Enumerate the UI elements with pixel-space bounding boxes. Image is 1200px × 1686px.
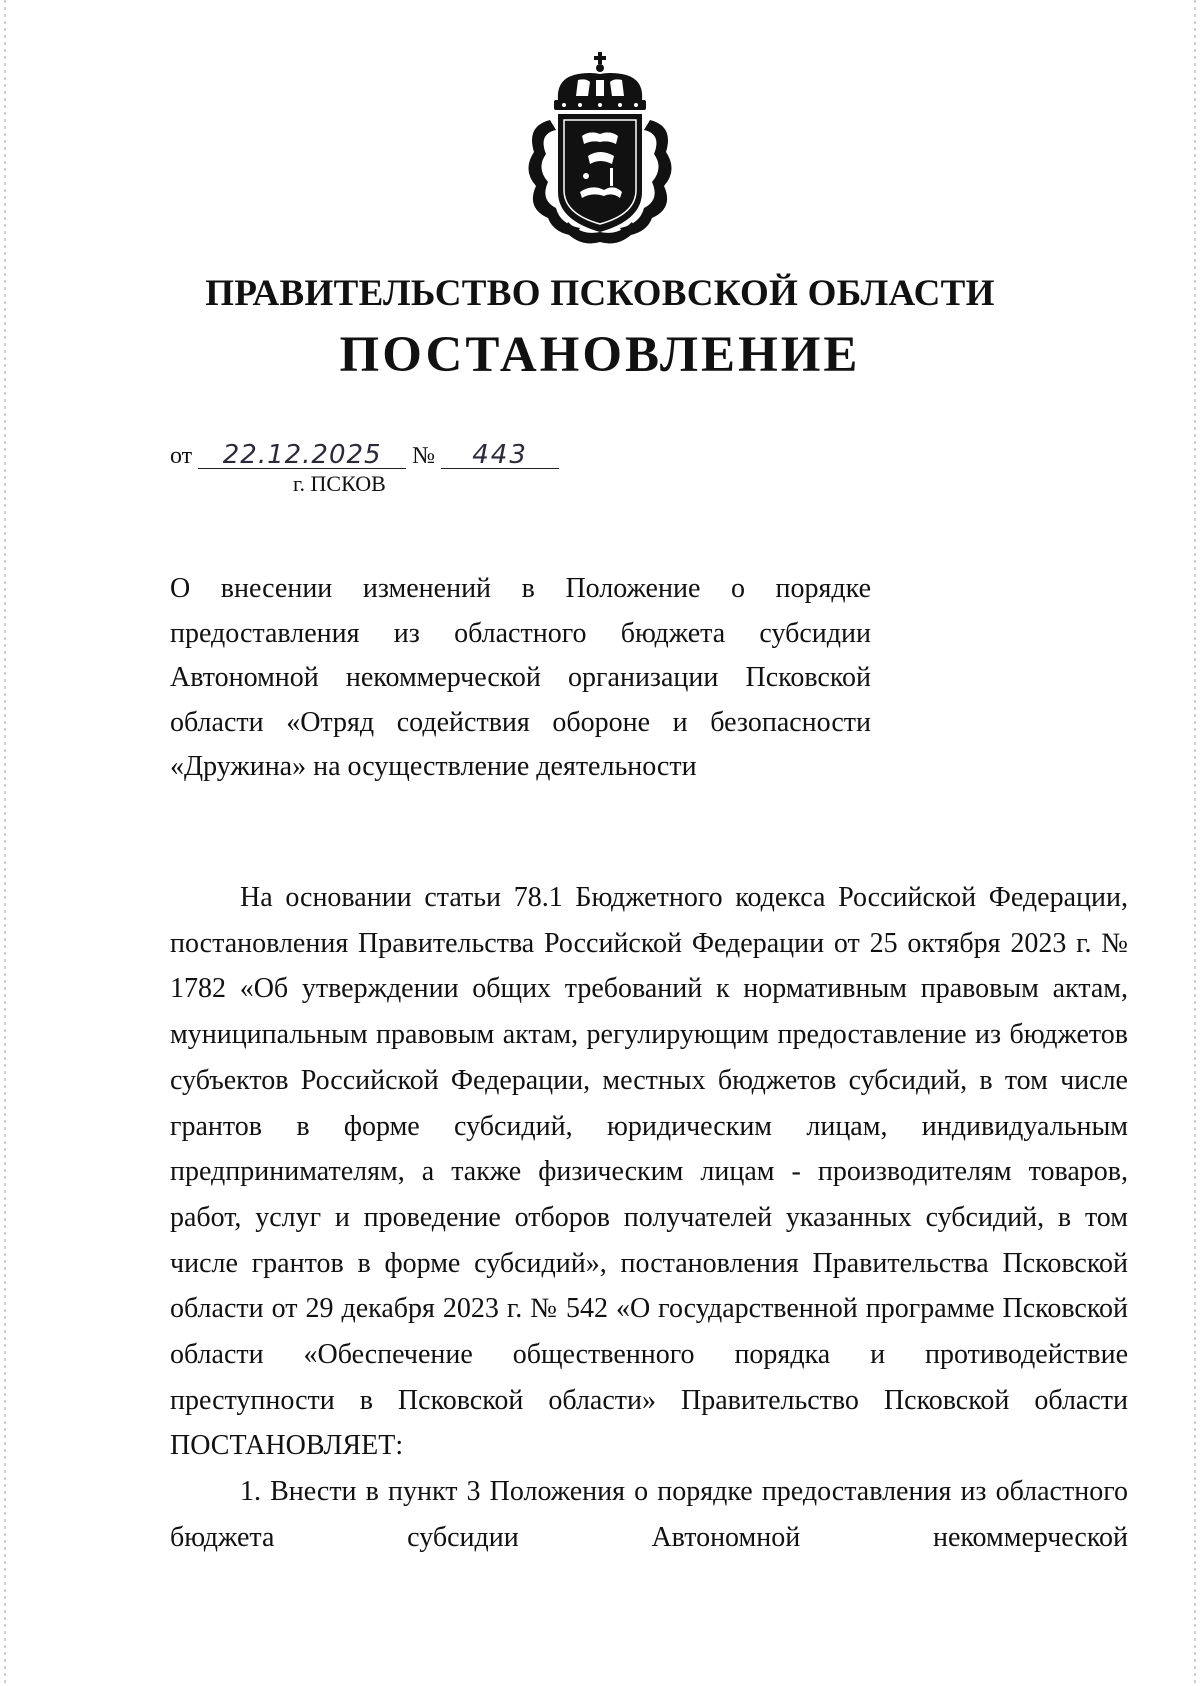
document-city: г. ПСКОВ xyxy=(293,471,386,496)
organization-name: ПРАВИТЕЛЬСТВО ПСКОВСКОЙ ОБЛАСТИ xyxy=(205,273,995,314)
document-title: О внесении изменений в Положение о порядке предоставления из областного бюджета субсидии Автономной некоммерческой организации Псковской области «Отряд содействия обороне и безопасности «Дружина» на осуществление деятельности xyxy=(170,573,871,783)
coat-of-arms-icon xyxy=(520,52,680,248)
scan-edge-right xyxy=(1194,0,1196,1686)
scan-edge-left xyxy=(4,0,6,1686)
number-prefix: № xyxy=(412,443,436,469)
document-date: 22.12.2025 xyxy=(198,442,406,469)
date-prefix: от xyxy=(170,443,193,469)
body-paragraph: 1. Внести в пункт 3 Положения о порядке предоставления из областного бюджета субсидии Автономной некоммерческой xyxy=(170,1476,1128,1553)
document-body xyxy=(170,875,1128,1561)
body-paragraph: На основании статьи 78.1 Бюджетного кодекса Российской Федерации, постановления Правительства Российской Федерации от 25 октября 2023 г. № 1782 «Об утверждении общих требований к нормативным правовым актам, муниципальным правовым актам, регулирующим предоставление из бюджетов субъектов Российской Федерации, местных бюджетов субсидий, в том числе грантов в форме субсидий, юридическим лицам, индивидуальным предпринимателям, а также физическим лицам - производителям товаров, работ, услуг и проведение отборов получателей указанных субсидий, в том числе грантов в форме субсидий», постановления Правительства Псковской области от 29 декабря 2023 г. № 542 «О государственной программе Псковской области «Обеспечение общественного порядка и противодействие преступности в Псковской области» Правительство Псковской области ПОСТАНОВЛЯЕТ: xyxy=(170,882,1128,1462)
document-number: 443 xyxy=(441,442,559,469)
document-type: ПОСТАНОВЛЕНИЕ xyxy=(339,327,861,383)
document-requisites xyxy=(170,442,559,470)
